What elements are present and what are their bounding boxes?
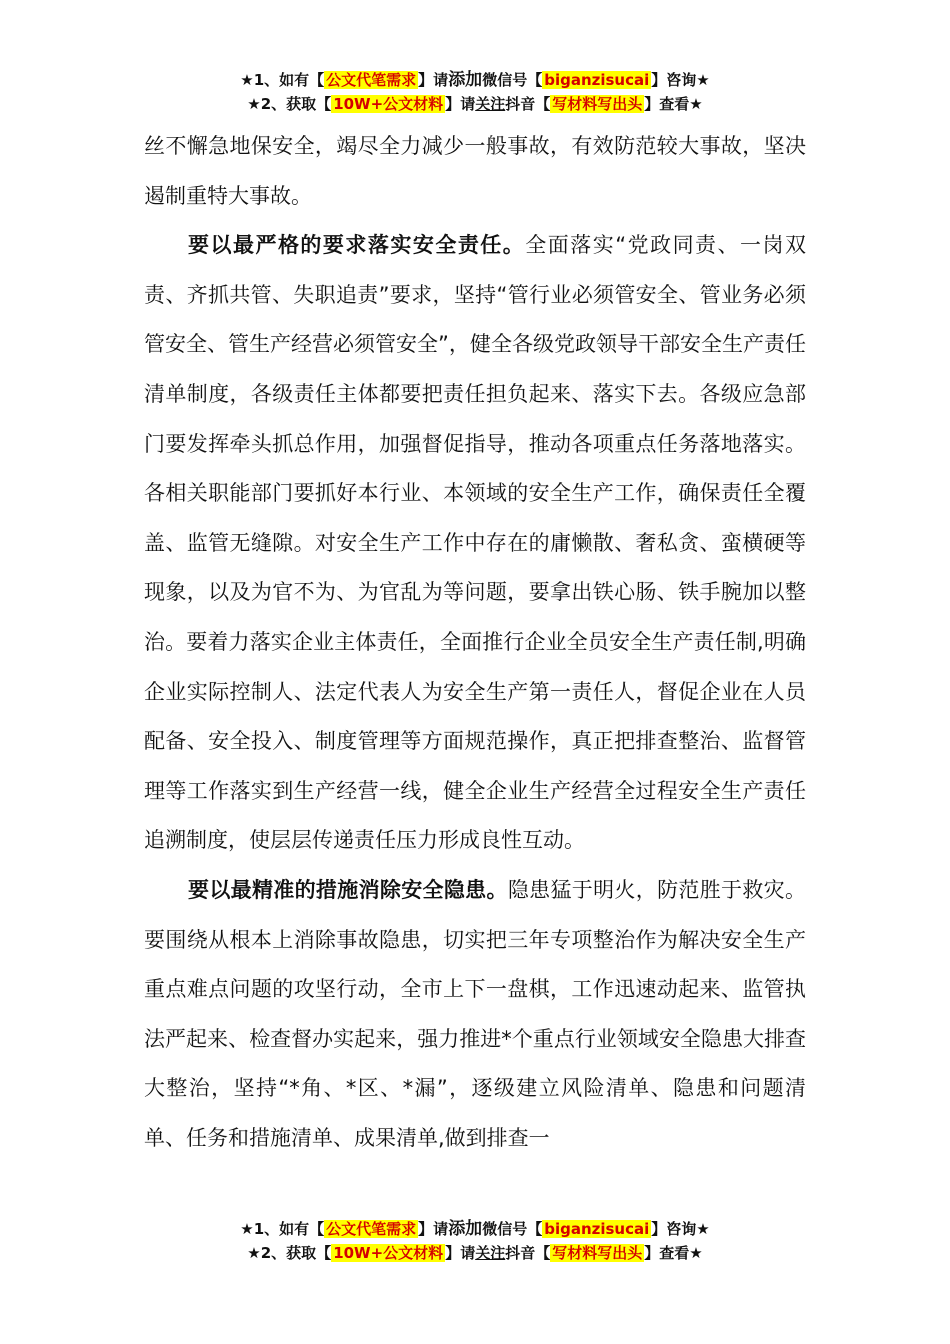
banner-text: 微信号【 <box>482 71 543 89</box>
banner-line-1 <box>0 1217 950 1241</box>
banner-text: ★1、如有【 <box>240 71 325 89</box>
banner-text: 】请 <box>445 1244 476 1262</box>
header-banner <box>0 68 950 116</box>
highlight-service: 公文代笔需求 <box>326 71 417 89</box>
banner-text: 】查看★ <box>644 95 703 113</box>
highlight-materials: 10W+公文材料 <box>333 1244 444 1262</box>
paragraph-2-text: 全面落实“党政同责、一岗双责、齐抓共管、失职追责”要求，坚持“管行业必须管安全、管业务必须管安全、管生产经营必须管安全”，健全各级党政领导干部安全生产责任清单制度，各级责任主体都要把责任担负起来、落实下去。各级应急部门要发挥牵头抓总作用，加强督促指导，推动各项重点任务落地落实。各相关职能部门要抓好本行业、本领域的安全生产工作，确保责任全覆盖、监管无缝隙。对安全生产工作中存在的庸懒散、奢私贪、蛮横硬等现象，以及为官不为、为官乱为等问题，要拿出铁心肠、铁手腕加以整治。要着力落实企业主体责任，全面推行企业全员安全生产责任制,明确企业实际控制人、法定代表人为安全生产第一责任人，督促企业在人员配备、安全投入、制度管理等方面规范操作，真正把排查整治、监督管理等工作落实到生产经营一线，健全企业生产经营全过程安全生产责任追溯制度，使层层传递责任压力形成良性互动。 <box>144 233 807 853</box>
emphasis-add: 添加 <box>448 70 483 90</box>
paragraph-3-text: 隐患猛于明火，防范胜于救灾。要围绕从根本上消除事故隐患，切实把三年专项整治作为解决安全生产重点难点问题的攻坚行动，全市上下一盘棋，工作迅速动起来、监管执法严起来、检查督办实起来，强力推进*个重点行业领域安全隐患大排查大整治，坚持“*角、*区、*漏”，逐级建立风险清单、隐患和问题清单、任务和措施清单、成果清单,做到排查一 <box>144 877 807 1150</box>
banner-text: ★1、如有【 <box>240 1220 325 1238</box>
highlight-wechat-id: biganzisucai <box>544 1220 650 1238</box>
banner-line-2 <box>0 92 950 116</box>
highlight-materials: 10W+公文材料 <box>333 95 444 113</box>
banner-line-1 <box>0 68 950 92</box>
highlight-service: 公文代笔需求 <box>326 1220 417 1238</box>
highlight-douyin-account: 写材料写出头 <box>552 95 643 113</box>
banner-line-2 <box>0 1241 950 1265</box>
banner-text: ★2、获取【 <box>247 95 332 113</box>
paragraph-2-heading: 要以最严格的要求落实安全责任。 <box>188 233 526 258</box>
highlight-wechat-id: biganzisucai <box>544 71 650 89</box>
banner-text: 抖音【 <box>505 1244 551 1262</box>
banner-text: 】咨询★ <box>651 71 710 89</box>
footer-banner <box>0 1217 950 1265</box>
emphasis-follow: 关注 <box>475 95 506 113</box>
banner-text: 】请 <box>418 71 449 89</box>
paragraph-3-heading: 要以最精准的措施消除安全隐患。 <box>188 877 508 902</box>
paragraph-2 <box>144 221 806 866</box>
document-body <box>144 122 806 1163</box>
emphasis-follow: 关注 <box>475 1244 506 1262</box>
highlight-douyin-account: 写材料写出头 <box>552 1244 643 1262</box>
banner-text: 】请 <box>418 1220 449 1238</box>
banner-text: 微信号【 <box>482 1220 543 1238</box>
banner-text: 】查看★ <box>644 1244 703 1262</box>
paragraph-3 <box>144 866 806 1164</box>
banner-text: 】请 <box>445 95 476 113</box>
banner-text: 抖音【 <box>505 95 551 113</box>
paragraph-1: 丝不懈急地保安全，竭尽全力减少一般事故，有效防范较大事故，坚决遏制重特大事故。 <box>144 134 806 208</box>
banner-text: ★2、获取【 <box>247 1244 332 1262</box>
emphasis-add: 添加 <box>448 1219 483 1239</box>
banner-text: 】咨询★ <box>651 1220 710 1238</box>
